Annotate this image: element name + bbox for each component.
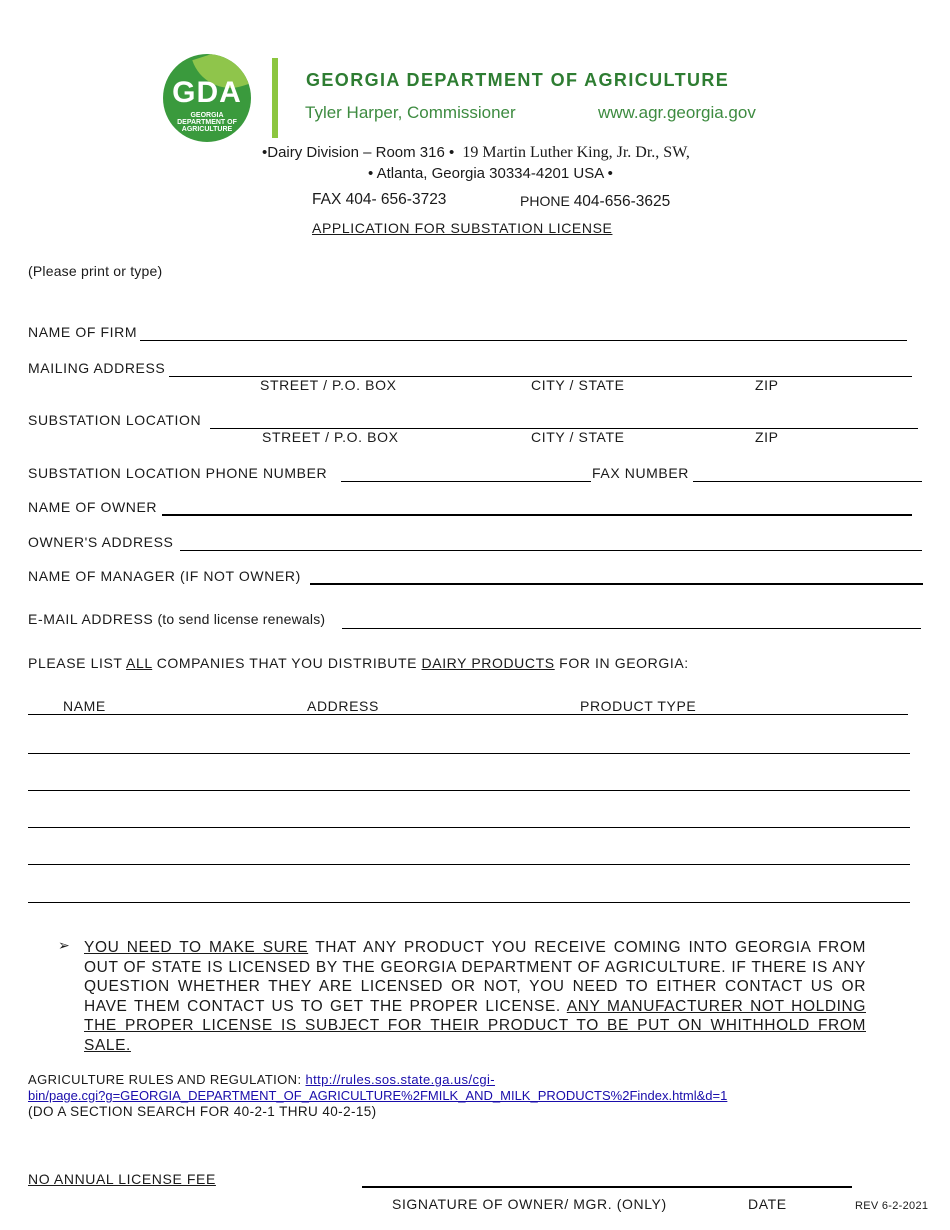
rules-line-2 bbox=[28, 1088, 727, 1103]
list-prefix: PLEASE LIST bbox=[28, 655, 126, 671]
department-name: GEORGIA DEPARTMENT OF AGRICULTURE bbox=[306, 70, 730, 90]
list-suffix: FOR IN GEORGIA: bbox=[554, 655, 689, 671]
notice-emphasis: YOU NEED TO MAKE SURE bbox=[84, 939, 309, 956]
gda-logo bbox=[163, 54, 251, 142]
license-fee-note: NO ANNUAL LICENSE FEE bbox=[28, 1171, 216, 1187]
revision-label: REV 6-2-2021 bbox=[855, 1200, 929, 1212]
header-divider bbox=[272, 58, 278, 138]
list-all: ALL bbox=[126, 655, 153, 671]
notice-paragraph bbox=[84, 938, 866, 1056]
website: www.agr.georgia.gov bbox=[598, 103, 756, 122]
substation-location-label: SUBSTATION LOCATION bbox=[28, 412, 202, 428]
form-title: APPLICATION FOR SUBSTATION LICENSE bbox=[312, 220, 613, 236]
mailing-city-caption: CITY / STATE bbox=[531, 377, 625, 393]
name-of-manager-field[interactable] bbox=[310, 583, 923, 585]
list-dairy-products: DAIRY PRODUCTS bbox=[421, 655, 555, 671]
substation-phone-label: SUBSTATION LOCATION PHONE NUMBER bbox=[28, 465, 328, 481]
phone-number: 404-656-3625 bbox=[573, 193, 671, 210]
name-of-owner-field[interactable] bbox=[162, 514, 912, 516]
phone bbox=[520, 193, 670, 211]
substation-zip-caption: ZIP bbox=[755, 429, 779, 445]
signature-field[interactable] bbox=[362, 1186, 852, 1188]
fax-number-field[interactable] bbox=[693, 481, 922, 482]
date-caption: DATE bbox=[748, 1196, 787, 1212]
street-address: 19 Martin Luther King, Jr. Dr., SW, bbox=[462, 144, 690, 161]
logo-subtext: GEORGIA DEPARTMENT OF AGRICULTURE bbox=[177, 112, 237, 133]
company-row-5[interactable] bbox=[28, 902, 910, 903]
signature-caption: SIGNATURE OF OWNER/ MGR. (ONLY) bbox=[392, 1196, 667, 1212]
owners-address-label: OWNER'S ADDRESS bbox=[28, 534, 174, 550]
company-row-2[interactable] bbox=[28, 790, 910, 791]
column-product-header: PRODUCT TYPE bbox=[580, 698, 697, 714]
mailing-street-caption: STREET / P.O. BOX bbox=[260, 377, 397, 393]
rules-label: AGRICULTURE RULES AND REGULATION: bbox=[28, 1072, 306, 1087]
rules-line-1 bbox=[28, 1072, 495, 1087]
substation-phone-field[interactable] bbox=[341, 481, 591, 482]
name-of-firm-field[interactable] bbox=[140, 340, 907, 341]
name-of-manager-label: NAME OF MANAGER (IF NOT OWNER) bbox=[28, 568, 301, 584]
email-field[interactable] bbox=[342, 628, 921, 629]
section-search-note: (DO A SECTION SEARCH FOR 40-2-1 THRU 40-2-15) bbox=[28, 1104, 377, 1119]
fax-number-label: FAX NUMBER bbox=[592, 465, 690, 481]
division-room: •Dairy Division – Room 316 • bbox=[262, 144, 455, 161]
mailing-address-label: MAILING ADDRESS bbox=[28, 360, 166, 376]
name-of-firm-label: NAME OF FIRM bbox=[28, 324, 138, 340]
address-line-2: • Atlanta, Georgia 30334-4201 USA • bbox=[368, 165, 613, 182]
company-row-1[interactable] bbox=[28, 753, 910, 754]
name-of-owner-label: NAME OF OWNER bbox=[28, 499, 158, 515]
arrow-bullet-icon: ➢ bbox=[58, 937, 70, 953]
instruction: (Please print or type) bbox=[28, 263, 163, 279]
mailing-zip-caption: ZIP bbox=[755, 377, 779, 393]
table-header-line bbox=[28, 714, 908, 715]
substation-street-caption: STREET / P.O. BOX bbox=[262, 429, 399, 445]
list-mid: COMPANIES THAT YOU DISTRIBUTE bbox=[152, 655, 422, 671]
column-address-header: ADDRESS bbox=[307, 698, 379, 714]
notice-warning: ANY MANUFACTURER NOT HOLDING THE PROPER LICENSE IS SUBJECT FOR THEIR PRODUCT TO BE PUT ON WHITHHOLD FROM SALE. bbox=[84, 997, 866, 1054]
substation-city-caption: CITY / STATE bbox=[531, 429, 625, 445]
phone-label: PHONE bbox=[520, 193, 574, 209]
address-line-1 bbox=[262, 144, 690, 162]
logo-text: GDA bbox=[172, 76, 242, 109]
rules-link-part-1[interactable]: http://rules.sos.state.ga.us/cgi- bbox=[305, 1072, 496, 1087]
email-note: (to send license renewals) bbox=[153, 611, 326, 627]
email-label-text: E-MAIL ADDRESS bbox=[28, 611, 154, 627]
rules-link-part-2[interactable]: bin/page.cgi?g=GEORGIA_DEPARTMENT_OF_AGRICULTURE%2FMILK_AND_MILK_PRODUCTS%2Findex.html&d=1 bbox=[28, 1088, 728, 1103]
notice-body: THAT ANY PRODUCT YOU RECEIVE COMING INTO GEORGIA FROM OUT OF STATE IS LICENSED BY THE GEORGIA DEPARTMENT OF AGRICULTURE. IF THERE IS ANY QUESTION WHETHER THEY ARE LICENSED OR NOT, YOU NEED TO EITHER CONTACT US OR HAVE THEM CONTACT US TO GET THE PROPER LICENSE. bbox=[84, 939, 867, 1015]
column-name-header: NAME bbox=[63, 698, 106, 714]
fax-number: FAX 404- 656-3723 bbox=[312, 191, 447, 208]
commissioner: Tyler Harper, Commissioner bbox=[305, 103, 516, 122]
owners-address-field[interactable] bbox=[180, 550, 922, 551]
email-label bbox=[28, 611, 325, 627]
company-row-4[interactable] bbox=[28, 864, 910, 865]
list-companies-instruction bbox=[28, 655, 689, 671]
company-row-3[interactable] bbox=[28, 827, 910, 828]
